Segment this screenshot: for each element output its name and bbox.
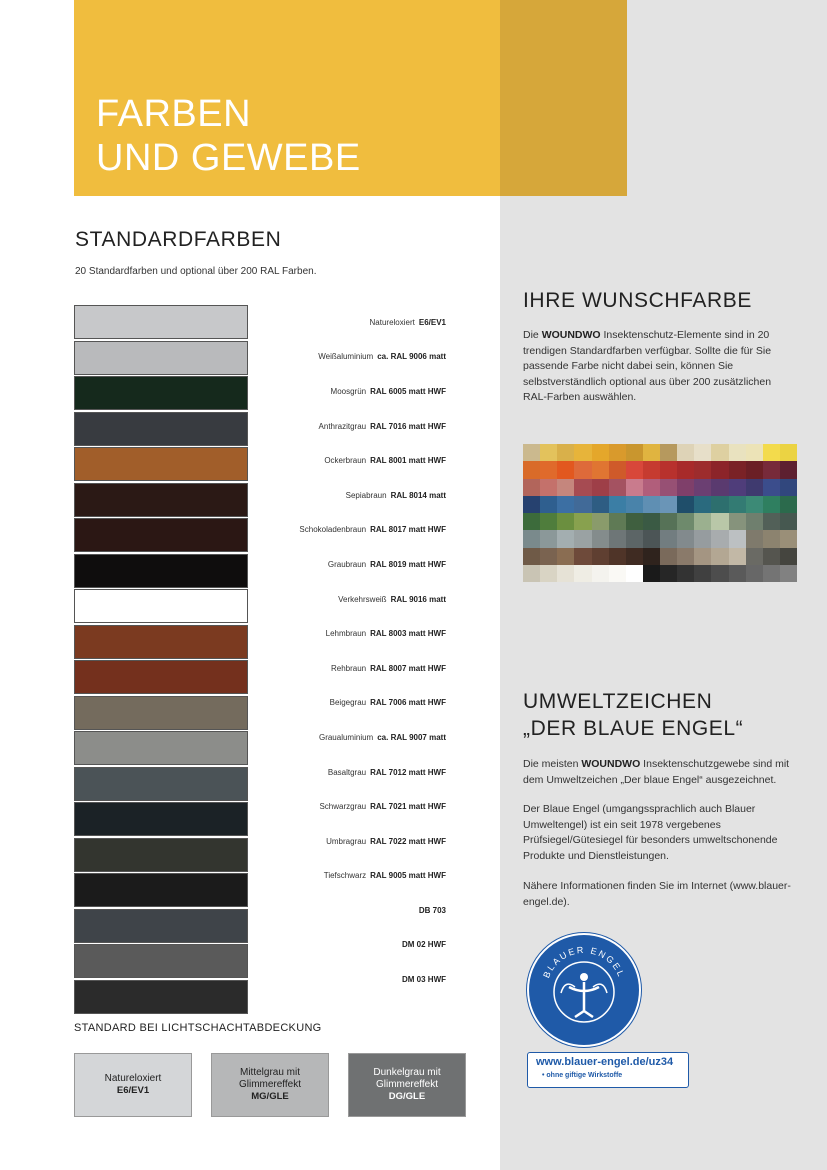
color-swatch	[74, 376, 248, 410]
ral-color-cell	[729, 496, 746, 513]
ral-color-cell	[711, 496, 728, 513]
ral-color-cell	[540, 496, 557, 513]
ral-color-cell	[609, 479, 626, 496]
ral-color-cell	[746, 530, 763, 547]
ral-color-cell	[746, 461, 763, 478]
ral-color-cell	[592, 530, 609, 547]
color-code: RAL 8007 matt HWF	[370, 663, 446, 673]
color-code: RAL 7016 matt HWF	[370, 421, 446, 431]
brand-name-umwelt: WOUNDWO	[581, 758, 641, 770]
ral-color-cell	[643, 530, 660, 547]
color-swatch	[74, 305, 248, 339]
color-label	[250, 513, 446, 548]
ral-color-cell	[746, 548, 763, 565]
umwelt-p1-end: Insektenschutzgewebe sind mit dem Umweltzeichen „Der blaue Engel“ ausgezeichnet.	[523, 758, 790, 786]
ral-color-cell	[609, 496, 626, 513]
ral-color-cell	[711, 565, 728, 582]
color-name: Graubraun	[327, 559, 367, 569]
wunschfarbe-heading: IHRE WUNSCHFARBE	[523, 289, 752, 312]
tile-code: MG/GLE	[251, 1091, 289, 1102]
ral-color-cell	[729, 461, 746, 478]
color-name: Weißaluminium	[318, 352, 374, 362]
ral-color-cell	[694, 461, 711, 478]
ral-color-cell	[763, 496, 780, 513]
color-name: Sepiabraun	[345, 490, 387, 500]
ral-color-cell	[763, 530, 780, 547]
ral-color-cell	[574, 496, 591, 513]
ral-color-cell	[780, 548, 797, 565]
color-swatch	[74, 980, 248, 1014]
color-swatch	[74, 518, 248, 552]
title-line-2: UND GEWEBE	[96, 137, 361, 179]
color-code: ca. RAL 9006 matt	[377, 352, 446, 362]
color-code: RAL 8014 matt	[390, 490, 446, 500]
ral-color-cell	[763, 513, 780, 530]
color-label	[250, 340, 446, 375]
ral-color-cell	[574, 565, 591, 582]
lichtschacht-tile	[211, 1053, 329, 1117]
ral-color-cell	[677, 444, 694, 461]
color-code: RAL 6005 matt HWF	[370, 386, 446, 396]
color-label	[250, 409, 446, 444]
color-code: E6/EV1	[418, 317, 446, 327]
ral-color-cell	[694, 565, 711, 582]
tile-text: Mittelgrau mit	[239, 1067, 300, 1078]
ral-color-cell	[523, 530, 540, 547]
ral-color-cell	[626, 496, 643, 513]
ral-color-cell	[592, 565, 609, 582]
color-label	[250, 582, 446, 617]
ral-color-cell	[523, 461, 540, 478]
ral-color-cell	[677, 548, 694, 565]
ral-color-cell	[592, 479, 609, 496]
ral-color-cell	[763, 479, 780, 496]
ral-color-cell	[523, 444, 540, 461]
color-swatch	[74, 341, 248, 375]
color-code: RAL 7006 matt HWF	[370, 698, 446, 708]
brand-name: WOUNDWO	[541, 329, 601, 341]
ral-color-cell	[677, 513, 694, 530]
color-name: Rehbraun	[330, 663, 367, 673]
ral-color-cell	[609, 565, 626, 582]
ral-color-cell	[540, 461, 557, 478]
ral-color-cell	[694, 530, 711, 547]
ral-color-cell	[609, 444, 626, 461]
umwelt-paragraph-1	[523, 757, 793, 788]
ral-color-cell	[780, 461, 797, 478]
ral-color-cell	[540, 479, 557, 496]
ral-color-cell	[574, 461, 591, 478]
ral-color-cell	[609, 548, 626, 565]
tile-code: DG/GLE	[388, 1091, 426, 1102]
ral-color-cell	[557, 444, 574, 461]
ral-color-cell	[592, 513, 609, 530]
color-label	[250, 478, 446, 513]
ral-color-cell	[711, 513, 728, 530]
hero-banner	[74, 0, 500, 196]
color-label	[250, 893, 446, 928]
ral-color-cell	[660, 461, 677, 478]
ral-color-cell	[660, 479, 677, 496]
color-swatch	[74, 589, 248, 623]
ral-color-cell	[780, 496, 797, 513]
standard-subtitle: 20 Standardfarben und optional über 200 RAL Farben.	[75, 266, 317, 277]
color-code: RAL 7012 matt HWF	[370, 767, 446, 777]
ral-color-cell	[729, 548, 746, 565]
ral-color-cell	[711, 479, 728, 496]
ral-color-cell	[626, 444, 643, 461]
ral-color-cell	[626, 548, 643, 565]
ral-color-cell	[643, 461, 660, 478]
blauer-engel-seal-icon	[527, 933, 641, 1047]
ral-color-cell	[780, 513, 797, 530]
color-label	[250, 789, 446, 824]
ral-color-cell	[746, 565, 763, 582]
standard-heading: STANDARDFARBEN	[75, 228, 282, 251]
ral-color-cell	[660, 565, 677, 582]
color-code: RAL 9016 matt	[390, 594, 446, 604]
ral-color-cell	[694, 548, 711, 565]
ral-color-palette	[523, 444, 797, 582]
ral-color-cell	[557, 513, 574, 530]
ral-color-cell	[574, 479, 591, 496]
color-swatch	[74, 483, 248, 517]
ral-color-cell	[746, 496, 763, 513]
ral-color-cell	[660, 444, 677, 461]
color-swatch	[74, 838, 248, 872]
ral-color-cell	[763, 548, 780, 565]
color-code: RAL 9005 matt HWF	[370, 871, 446, 881]
ral-color-cell	[694, 479, 711, 496]
ral-color-cell	[540, 444, 557, 461]
color-label	[250, 443, 446, 478]
ral-color-cell	[780, 479, 797, 496]
color-code: RAL 8019 matt HWF	[370, 559, 446, 569]
ral-color-cell	[540, 565, 557, 582]
ral-color-cell	[660, 496, 677, 513]
ral-color-cell	[780, 565, 797, 582]
ral-color-cell	[677, 461, 694, 478]
color-label-column	[250, 305, 446, 997]
umwelt-p1-start: Die meisten	[523, 758, 582, 770]
color-label	[250, 374, 446, 409]
ral-color-cell	[729, 444, 746, 461]
color-code: RAL 7021 matt HWF	[370, 802, 446, 812]
ral-color-cell	[660, 548, 677, 565]
ral-color-cell	[729, 565, 746, 582]
tile-text: Natureloxiert	[104, 1073, 162, 1084]
ral-color-cell	[677, 496, 694, 513]
color-code: DM 03 HWF	[402, 975, 446, 985]
umwelt-heading-line-2: „DER BLAUE ENGEL“	[523, 717, 744, 740]
color-swatch	[74, 873, 248, 907]
color-swatch	[74, 412, 248, 446]
ral-color-cell	[609, 461, 626, 478]
ral-color-cell	[523, 548, 540, 565]
blauer-engel-link[interactable]	[527, 1052, 689, 1088]
tile-text: Glimmereffekt	[238, 1079, 302, 1090]
umwelt-paragraph-2: Der Blaue Engel (umgangssprachlich auch Blauer Umweltengel) ist ein seit 1978 vergebenes Prüfsiegel/Gütesiegel für besonders umweltschonende Produkte und Dienstleistungen.	[523, 803, 778, 862]
seal-url[interactable]: www.blauer-engel.de/uz34	[536, 1056, 674, 1068]
ral-color-cell	[694, 513, 711, 530]
color-label	[250, 547, 446, 582]
ral-color-cell	[643, 496, 660, 513]
color-label	[250, 859, 446, 894]
title-line-1: FARBEN	[96, 93, 252, 135]
ral-color-cell	[557, 496, 574, 513]
color-name: Beigegrau	[329, 698, 367, 708]
wunschfarbe-text-end: Insektenschutz-Elemente sind in 20 trendigen Standardfarben verfügbar. Sollte die für Sie passende Farbe nicht dabei sein, können Sie selbstverständlich optional aus über 200 zusätzlichen RAL-Farben auswählen.	[523, 329, 772, 403]
ral-color-cell	[609, 513, 626, 530]
ral-color-cell	[746, 513, 763, 530]
color-label	[250, 928, 446, 963]
color-label	[250, 651, 446, 686]
ral-color-cell	[523, 479, 540, 496]
color-name: Natureloxiert	[369, 317, 415, 327]
tile-text: Glimmereffekt	[375, 1079, 439, 1090]
color-code: RAL 8017 matt HWF	[370, 525, 446, 535]
color-name: Lehmbraun	[325, 629, 367, 639]
color-swatch	[74, 944, 248, 978]
ral-color-cell	[677, 565, 694, 582]
ral-color-cell	[780, 444, 797, 461]
ral-color-cell	[626, 461, 643, 478]
ral-color-cell	[592, 548, 609, 565]
ral-color-cell	[557, 530, 574, 547]
ral-color-cell	[746, 479, 763, 496]
ral-color-cell	[643, 548, 660, 565]
ral-color-cell	[523, 513, 540, 530]
wunschfarbe-text-start: Die	[523, 329, 542, 341]
color-name: Moosgrün	[330, 386, 367, 396]
ral-color-cell	[643, 444, 660, 461]
ral-color-cell	[711, 461, 728, 478]
color-label	[250, 686, 446, 721]
lichtschacht-tile	[348, 1053, 466, 1117]
color-swatch	[74, 554, 248, 588]
ral-color-cell	[660, 530, 677, 547]
ral-color-cell	[626, 530, 643, 547]
ral-color-cell	[557, 479, 574, 496]
ral-color-cell	[677, 479, 694, 496]
color-label	[250, 962, 446, 997]
ral-color-cell	[609, 530, 626, 547]
ral-color-cell	[540, 513, 557, 530]
color-code: ca. RAL 9007 matt	[377, 732, 446, 742]
ral-color-cell	[557, 548, 574, 565]
color-name: Schwarzgrau	[319, 802, 367, 812]
page-title	[96, 92, 361, 180]
lichtschacht-tile	[74, 1053, 192, 1117]
color-swatch	[74, 447, 248, 481]
ral-color-cell	[592, 496, 609, 513]
ral-color-cell	[540, 548, 557, 565]
ral-color-cell	[746, 444, 763, 461]
color-swatch	[74, 767, 248, 801]
color-swatch	[74, 696, 248, 730]
ral-color-cell	[711, 444, 728, 461]
ral-color-cell	[626, 479, 643, 496]
seal-subtext: • ohne giftige Wirkstoffe	[542, 1072, 623, 1079]
hero-accent	[500, 0, 627, 196]
umwelt-heading-line-1: UMWELTZEICHEN	[523, 690, 713, 713]
ral-color-cell	[523, 496, 540, 513]
tile-code: E6/EV1	[116, 1085, 150, 1096]
ral-color-cell	[729, 479, 746, 496]
color-name: Basaltgrau	[327, 767, 367, 777]
ral-color-cell	[780, 530, 797, 547]
color-swatch	[74, 802, 248, 836]
color-swatch	[74, 909, 248, 943]
ral-color-cell	[763, 565, 780, 582]
ral-color-cell	[643, 479, 660, 496]
ral-color-cell	[660, 513, 677, 530]
ral-color-cell	[626, 513, 643, 530]
color-swatch	[74, 660, 248, 694]
ral-color-cell	[694, 496, 711, 513]
ral-color-cell	[540, 530, 557, 547]
ral-color-cell	[592, 461, 609, 478]
color-name: Anthrazitgrau	[318, 421, 367, 431]
color-label	[250, 305, 446, 340]
color-code: DB 703	[418, 905, 446, 915]
color-name: Ockerbraun	[324, 456, 367, 466]
color-swatch	[74, 625, 248, 659]
ral-color-cell	[694, 444, 711, 461]
color-label	[250, 824, 446, 859]
color-label	[250, 755, 446, 790]
ral-color-cell	[574, 548, 591, 565]
color-name: Tiefschwarz	[323, 871, 367, 881]
ral-color-cell	[557, 565, 574, 582]
color-name: Schokoladenbraun	[299, 525, 367, 535]
ral-color-cell	[574, 530, 591, 547]
ral-color-cell	[592, 444, 609, 461]
ral-color-cell	[574, 513, 591, 530]
ral-color-cell	[729, 530, 746, 547]
color-code: DM 02 HWF	[402, 940, 446, 950]
color-swatch-column	[74, 305, 248, 1015]
ral-color-cell	[677, 530, 694, 547]
ral-color-cell	[643, 513, 660, 530]
color-name: Umbragrau	[326, 836, 367, 846]
ral-color-cell	[763, 444, 780, 461]
ral-color-cell	[523, 565, 540, 582]
color-label	[250, 616, 446, 651]
ral-color-cell	[729, 513, 746, 530]
umwelt-paragraph-3: Nähere Informationen finden Sie im Internet (www.blauer-engel.de).	[523, 880, 791, 908]
lichtschacht-heading: STANDARD BEI LICHTSCHACHTABDECKUNG	[74, 1022, 322, 1034]
color-swatch	[74, 731, 248, 765]
ral-color-cell	[574, 444, 591, 461]
ral-color-cell	[557, 461, 574, 478]
color-code: RAL 8001 matt HWF	[370, 456, 446, 466]
ral-color-cell	[643, 565, 660, 582]
ral-color-cell	[711, 530, 728, 547]
color-code: RAL 7022 matt HWF	[370, 836, 446, 846]
ral-color-cell	[711, 548, 728, 565]
color-label	[250, 720, 446, 755]
seal-text: BLAUER ENGEL	[541, 944, 627, 980]
color-name: Graualuminium	[318, 732, 374, 742]
ral-color-cell	[763, 461, 780, 478]
color-name: Verkehrsweiß	[338, 594, 387, 604]
ral-color-cell	[626, 565, 643, 582]
tile-text: Dunkelgrau mit	[373, 1067, 441, 1078]
wunschfarbe-text	[523, 328, 793, 406]
umwelt-heading	[523, 688, 743, 742]
color-code: RAL 8003 matt HWF	[370, 629, 446, 639]
